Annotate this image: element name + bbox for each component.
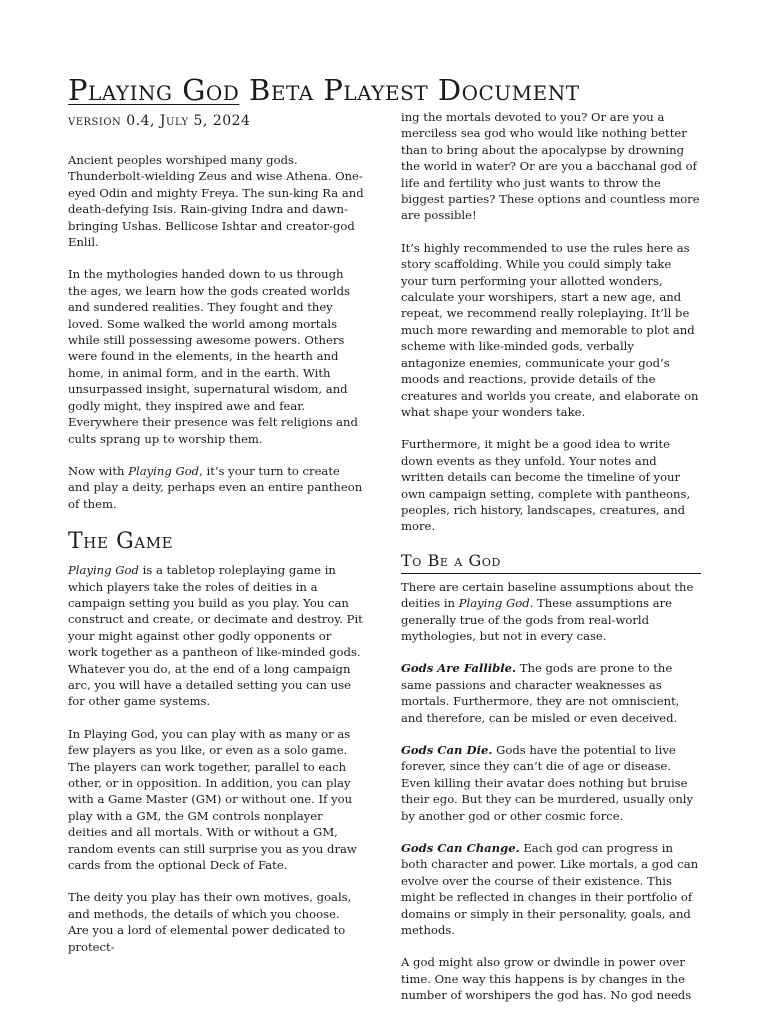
game-paragraph-3: The deity you play has their own motives, goals, and methods, the details of which you choose. Are you a lord of elemental power dedicated to protect- xyxy=(68,890,352,954)
rule-lead-in: Gods Can Die. xyxy=(401,743,493,757)
text-run: is a tabletop roleplaying game in which players take the roles of deities in a campaign setting you build as you play. You can construct and create, or decimate and destroy. Pit your might against other godly opponents or work together as a pantheon of like-minded gods. Whatever you do, at the end of a long campaign arc, you will have a detailed setting you can use for other game systems. xyxy=(68,563,363,709)
text-run: Gods have the potential to live forever, since they can’t die of age or disease. Even killing their avatar does nothing but bruise their ego. But they can be murdered, usually only by another god or other cosmic force. xyxy=(401,743,694,823)
power-paragraph: A god might also grow or dwindle in power over time. One way this happens is by changes in the number of worshipers the god has. No god needs xyxy=(401,955,692,1003)
text-run: Each god can progress in both character and power. Like mortals, a god can evolve over the course of their existence. This might be reflected in changes in their portfolio of domains or simply in their personality, goals, and methods. xyxy=(401,841,699,938)
assumptions-paragraph xyxy=(401,579,701,645)
game-title-emphasis: Playing God xyxy=(68,563,139,578)
game-paragraph-1 xyxy=(68,562,364,710)
text-run: , it’s your turn to create and play a deity, perhaps even an entire pantheon of them. xyxy=(68,463,363,511)
version-line: version 0.4, July 5, 2024 xyxy=(68,113,251,129)
rule-lead-in: Gods Are Fallible. xyxy=(401,661,517,676)
text-run: Now with xyxy=(68,463,129,478)
page-title xyxy=(68,72,580,108)
right-column xyxy=(401,109,701,1020)
game-title-emphasis: Playing God xyxy=(128,463,200,478)
intro-paragraph-1: Ancient peoples worshiped many gods. Thunderbolt-wielding Zeus and wise Athena. One-eyed Odin and mighty Freya. The sun-king Ra and death-defying Isis. Rain-giving Indra and dawn-bringing Ushas. Bellicose Ishtar and creator-god Enlil. xyxy=(68,153,364,250)
left-column xyxy=(68,152,364,971)
roleplay-paragraph: It’s highly recommended to use the rules here as story scaffolding. While you could simply take your turn performing your allotted wonders, calculate your worshipers, start a new age, and repeat, we recommend really roleplaying. It’ll be much more rewarding and memorable to plot and scheme with like-minded gods, verbally antagonize enemies, communicate your god’s moods and reactions, provide details of the creatures and worlds you create, and elaborate on what shape your wonders take. xyxy=(401,240,699,419)
gods-can-die-paragraph xyxy=(401,742,701,824)
intro-paragraph-3 xyxy=(68,463,364,512)
title-game-name: Playing God xyxy=(68,73,240,107)
text-run: The gods are prone to the same passions and character weaknesses as mortals. Furthermore, they are not omniscient, and therefore, can be misled or even deceived. xyxy=(401,661,680,725)
gods-can-change-paragraph xyxy=(401,840,701,938)
text-run: There are certain baseline assumptions about the deities in xyxy=(401,579,694,611)
game-title-emphasis: Playing God xyxy=(458,596,530,611)
notes-paragraph: Furthermore, it might be a good idea to write down events as they unfold. Your notes and written details can become the timeline of your own campaign setting, complete with pantheons, peoples, rich history, landscapes, creatures, and more. xyxy=(401,437,691,534)
section-heading-to-be-a-god: To Be a God xyxy=(401,551,701,574)
section-heading-the-game: The Game xyxy=(68,529,174,555)
game-paragraph-2: In Playing God, you can play with as many or as few players as you like, or even as a solo game. The players can work together, parallel to each other, or in opposition. In addition, you can play with a Game Master (GM) or without one. If you play with a GM, the GM controls nonplayer deities and all mortals. With or without a GM, random events can still surprise you as you draw cards from the optional Deck of Fate. xyxy=(68,726,357,873)
intro-paragraph-2: In the mythologies handed down to us through the ages, we learn how the gods created worlds and sundered realities. They fought and they loved. Some walked the world among mortals while still possessing awesome powers. Others were found in the elements, in the hearth and home, in animal form, and in the earth. With unsurpassed insight, supernatural wisdom, and godly might, they inspired awe and fear. Everywhere their presence was felt religions and cults sprang up to worship them. xyxy=(68,267,358,446)
text-run: . These assumptions are generally true of the gods from real-world mythologies, but not in every case. xyxy=(401,596,673,643)
continued-paragraph: ing the mortals devoted to you? Or are you a merciless sea god who would like nothing better than to bring about the apocalypse by drowning the world in water? Or are you a bacchanal god of life and fertility who just wants to throw the biggest parties? These options and countless more are possible! xyxy=(401,110,700,223)
title-rest: Beta Playest Document xyxy=(239,73,580,107)
rule-lead-in: Gods Can Change. xyxy=(401,841,520,856)
gods-are-fallible-paragraph xyxy=(401,660,701,726)
